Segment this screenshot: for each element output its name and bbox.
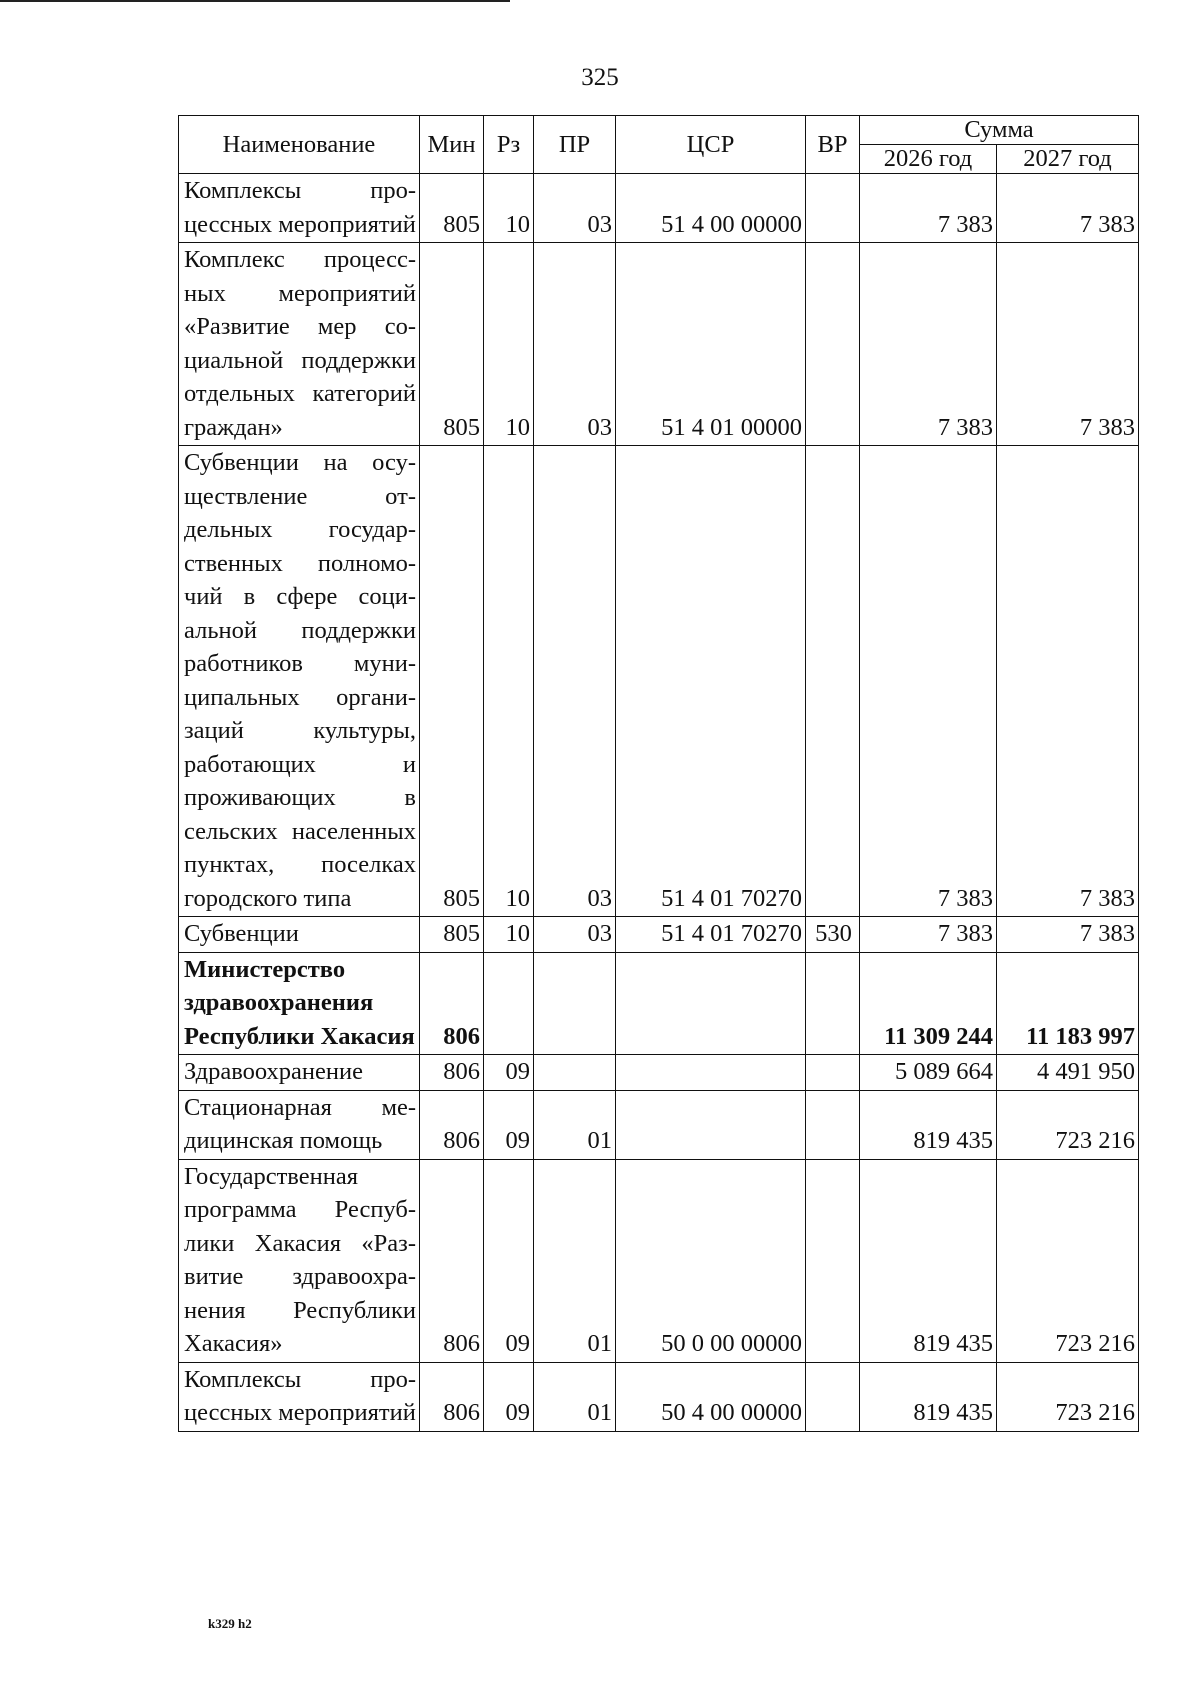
table-row [179, 952, 1139, 1055]
row-pr [534, 1055, 616, 1091]
header-vr: ВР [806, 116, 860, 174]
row-min: 805 [420, 917, 484, 953]
scan-edge-line [0, 0, 510, 2]
row-rz: 09 [484, 1362, 534, 1431]
row-sum-2027: 723 216 [997, 1159, 1139, 1362]
row-min: 806 [420, 1090, 484, 1159]
row-vr [806, 952, 860, 1055]
row-sum-2026: 11 309 244 [860, 952, 997, 1055]
header-year-2026: 2026 год [860, 145, 997, 174]
row-pr: 01 [534, 1362, 616, 1431]
row-rz: 09 [484, 1090, 534, 1159]
budget-table-body [179, 174, 1139, 1432]
row-min: 805 [420, 243, 484, 446]
row-sum-2027: 7 383 [997, 917, 1139, 953]
page-number: 325 [581, 64, 619, 91]
row-rz: 10 [484, 243, 534, 446]
row-csr: 50 0 00 00000 [616, 1159, 806, 1362]
row-name: Субвенции [179, 917, 420, 953]
row-vr [806, 1055, 860, 1091]
row-rz: 09 [484, 1055, 534, 1091]
row-sum-2026: 7 383 [860, 446, 997, 917]
row-csr: 51 4 01 00000 [616, 243, 806, 446]
header-sum: Сумма [860, 116, 1139, 145]
row-csr: 51 4 01 70270 [616, 446, 806, 917]
row-rz [484, 952, 534, 1055]
row-sum-2026: 7 383 [860, 917, 997, 953]
header-min: Мин [420, 116, 484, 174]
row-pr: 03 [534, 174, 616, 243]
header-name: Наименование [179, 116, 420, 174]
row-rz: 10 [484, 917, 534, 953]
row-name: Здравоохранение [179, 1055, 420, 1091]
row-pr: 01 [534, 1159, 616, 1362]
table-row [179, 1055, 1139, 1091]
row-vr: 530 [806, 917, 860, 953]
row-sum-2027: 4 491 950 [997, 1055, 1139, 1091]
table-row [179, 446, 1139, 917]
row-vr [806, 1362, 860, 1431]
row-vr [806, 174, 860, 243]
row-csr: 51 4 01 70270 [616, 917, 806, 953]
table-row [179, 243, 1139, 446]
row-rz: 10 [484, 446, 534, 917]
row-sum-2026: 819 435 [860, 1159, 997, 1362]
row-name: Министерство здравоохранения Республики Хакасия [179, 952, 420, 1055]
row-sum-2026: 5 089 664 [860, 1055, 997, 1091]
budget-table [178, 115, 1139, 1432]
row-pr: 03 [534, 446, 616, 917]
row-vr [806, 1090, 860, 1159]
row-min: 806 [420, 1362, 484, 1431]
row-sum-2026: 819 435 [860, 1090, 997, 1159]
row-csr [616, 1055, 806, 1091]
row-vr [806, 1159, 860, 1362]
row-sum-2027: 723 216 [997, 1090, 1139, 1159]
row-sum-2026: 819 435 [860, 1362, 997, 1431]
row-sum-2027: 7 383 [997, 174, 1139, 243]
table-row [179, 1090, 1139, 1159]
header-csr: ЦСР [616, 116, 806, 174]
row-min: 806 [420, 952, 484, 1055]
row-name: Комплекс процессных мероприятий «Развитие мер социальной поддержки отдельных категорий граждан» [179, 243, 420, 446]
table-row [179, 1159, 1139, 1362]
header-rz: Рз [484, 116, 534, 174]
row-sum-2027: 7 383 [997, 243, 1139, 446]
row-name: Субвенции на осуществление отдельных государственных полномочий в сфере социальной поддержки работников муниципальных организаций культуры, работающих и проживающих в сельских населенных пунктах, поселках городского типа [179, 446, 420, 917]
row-sum-2027: 723 216 [997, 1362, 1139, 1431]
row-min: 805 [420, 446, 484, 917]
table-row [179, 1362, 1139, 1431]
row-rz: 09 [484, 1159, 534, 1362]
header-pr: ПР [534, 116, 616, 174]
row-pr: 01 [534, 1090, 616, 1159]
row-name: Государственная программа Республики Хакасия «Развитие здравоохранения Республики Хакасия» [179, 1159, 420, 1362]
table-row [179, 174, 1139, 243]
row-sum-2027: 11 183 997 [997, 952, 1139, 1055]
row-sum-2026: 7 383 [860, 243, 997, 446]
row-min: 806 [420, 1055, 484, 1091]
footer-code: k329 h2 [208, 1616, 252, 1631]
row-csr: 51 4 00 00000 [616, 174, 806, 243]
row-name: Комплексы процессных мероприятий [179, 1362, 420, 1431]
row-vr [806, 446, 860, 917]
row-csr: 50 4 00 00000 [616, 1362, 806, 1431]
row-pr [534, 952, 616, 1055]
row-pr: 03 [534, 917, 616, 953]
row-min: 805 [420, 174, 484, 243]
table-row [179, 917, 1139, 953]
row-sum-2026: 7 383 [860, 174, 997, 243]
row-sum-2027: 7 383 [997, 446, 1139, 917]
row-csr [616, 1090, 806, 1159]
row-vr [806, 243, 860, 446]
row-pr: 03 [534, 243, 616, 446]
header-year-2027: 2027 год [997, 145, 1139, 174]
row-min: 806 [420, 1159, 484, 1362]
row-name: Комплексы процессных мероприятий [179, 174, 420, 243]
row-name: Стационарная медицинская помощь [179, 1090, 420, 1159]
row-rz: 10 [484, 174, 534, 243]
row-csr [616, 952, 806, 1055]
